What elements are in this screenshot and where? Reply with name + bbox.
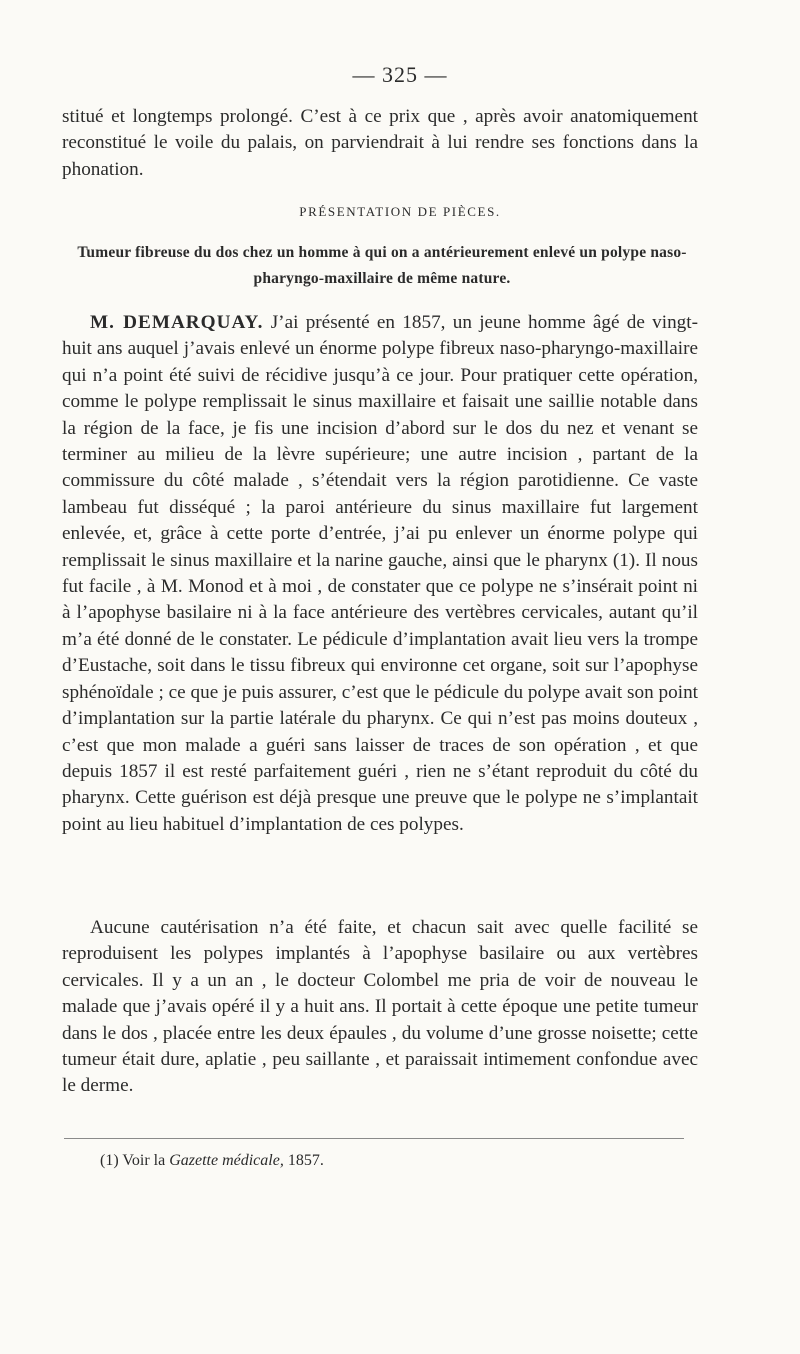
page-number: — 325 — bbox=[352, 62, 448, 87]
section-title: PRÉSENTATION DE PIÈCES. bbox=[299, 204, 501, 219]
paragraph-demarquay bbox=[62, 310, 698, 838]
paragraph-cauterisation: Aucune cautérisation n’a été faite, et chacun sait avec quelle facilité se reproduisent les polypes implantés à l’apophyse basilaire ou aux vertèbres cervicales. Il y a un an , le docteur Colombel me pria de voir de nouveau le malade que j’avais opéré il y a huit ans. Il portait à cette époque une petite tumeur dans le dos , placée entre les deux épaules , du volume d’une grosse noisette; cette tumeur était dure, aplatie , peu saillante , et paraissait intimement confondue avec le derme. bbox=[62, 917, 698, 1097]
paragraph-demarquay-text: J’ai présenté en 1857, un jeune homme âgé de vingt-huit ans auquel j’avais enlevé un énorme polype fibreux naso-pharyngo-maxillaire qui n’a point été suivi de récidive jusqu’à ce jour. Pour pratiquer cette opération, comme le polype remplissait le sinus maxillaire et faisait une saillie notable dans la région de la face, je fis une incision d’abord sur le dos du nez et venant se terminer au milieu de la lèvre supérieure; une autre incision , partant de la commissure du côté malade , s’étendait vers la région parotidienne. Ce vaste lambeau fut disséqué ; la paroi antérieure du sinus maxillaire fut largement enlevée, et, grâce à cette porte d’entrée, j’ai pu enlever un énorme polype qui remplissait le sinus maxillaire et la narine gauche, ainsi que le pharynx (1). Il nous fut facile , à M. Monod et à moi , de constater que ce polype ne s’insérait point ni à l’apophyse basilaire ni à la face antérieure des vertèbres cervicales, autant qu’il m’a été donné de le constater. Le pédicule d’implantation avait lieu vers la trompe d’Eustache, soit dans le tissu fibreux qui environne cet organe, soit sur l’apophyse sphénoïdale ; ce que je puis assurer, c’est que le pédicule du polype avait son point d’implantation sur la partie latérale du pharynx. Ce qui n’est pas moins douteux , c’est que mon malade a guéri sans laisser de traces de son opération , et que depuis 1857 il est resté parfaitement guéri , rien ne s’étant reproduit du côté du pharynx. Cette guérison est déjà presque une preuve que le polype ne s’implantait point au lieu habituel d’implantation de ces polypes. bbox=[62, 312, 698, 835]
footnote-prefix: Voir la bbox=[122, 1152, 166, 1169]
speaker-name: M. DEMARQUAY. bbox=[90, 312, 264, 333]
section-subtitle: Tumeur fibreuse du dos chez un homme à qui on a antérieurement enlevé un polype naso-pharyngo-maxillaire de même nature. bbox=[77, 244, 687, 287]
paragraph-continued: stitué et longtemps prolongé. C’est à ce prix que , après avoir anatomiquement reconstitué le voile du palais, on parviendrait à lui rendre ses fonctions dans la phonation. bbox=[62, 106, 698, 180]
footnote-journal: Gazette médicale, bbox=[169, 1152, 284, 1169]
footnote-divider bbox=[64, 1138, 684, 1139]
footnote-marker: (1) bbox=[100, 1152, 119, 1169]
footnote bbox=[100, 1152, 700, 1170]
footnote-year: 1857. bbox=[287, 1152, 324, 1169]
